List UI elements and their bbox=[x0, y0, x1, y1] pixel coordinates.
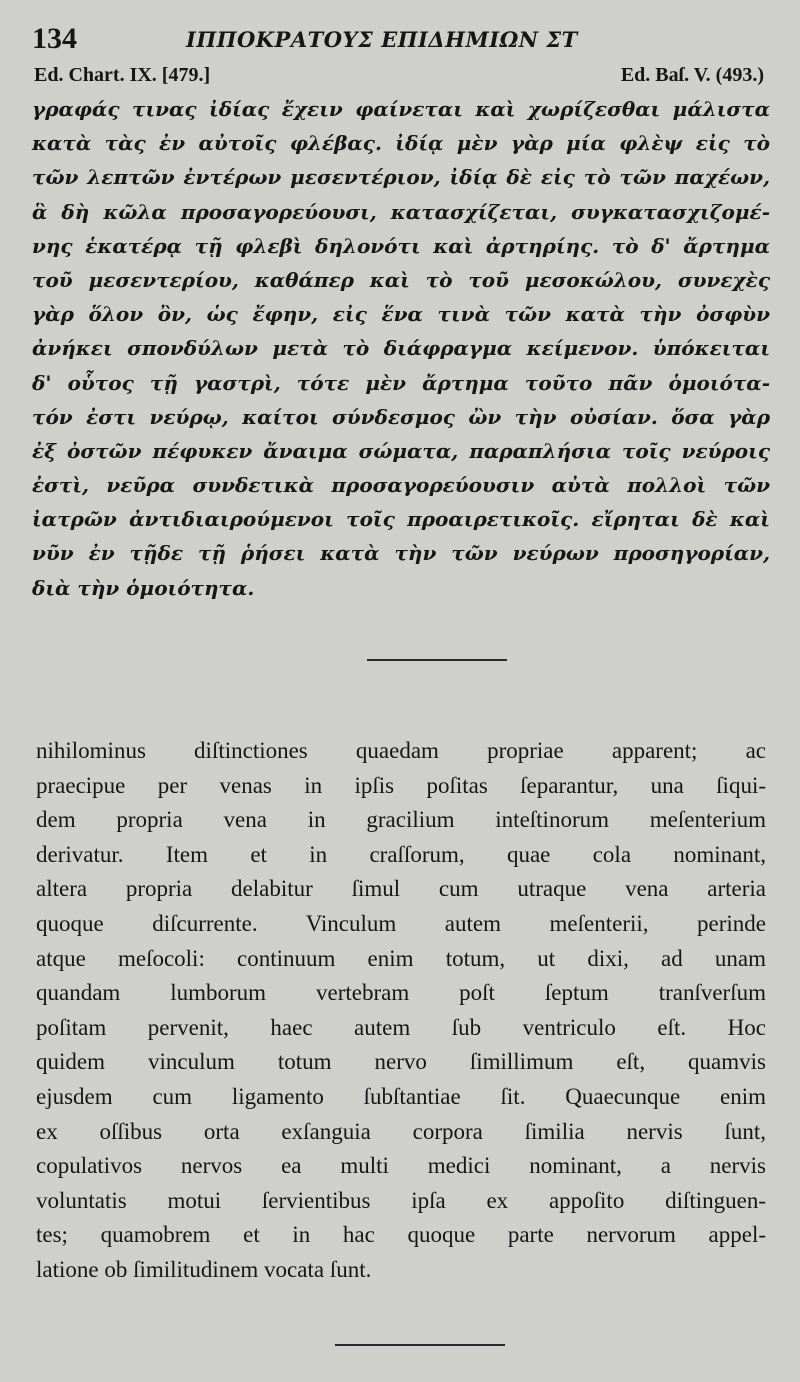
section-divider bbox=[367, 659, 507, 661]
greek-line: διὰ τὴν ὁμοιότητα. bbox=[32, 575, 255, 600]
latin-line: derivatur. Item et in craſſorum, quae cola nominant, bbox=[36, 841, 766, 867]
latin-line: praecipue per venas in ipſis poſitas ſeparantur, una ſiqui- bbox=[36, 772, 766, 798]
greek-line: δ' οὗτος τῇ γαστρὶ, τότε μὲν ἄρτημα τοῦτο πᾶν ὁμοιότα- bbox=[32, 370, 770, 395]
bottom-divider bbox=[335, 1344, 505, 1346]
latin-line: quoque diſcurrente. Vinculum autem meſenterii, perinde bbox=[36, 910, 766, 936]
greek-line: ἀνήκει σπονδύλων μετὰ τὸ διάφραγμα κείμενον. ὑπόκειται bbox=[32, 336, 770, 361]
greek-line: ἐστὶ, νεῦρα συνδετικὰ προσαγορεύουσιν αὐτὰ πολλοὶ τῶν bbox=[32, 473, 770, 498]
page-header bbox=[32, 22, 772, 56]
latin-line: nihilominus diſtinctiones quaedam propriae apparent; ac bbox=[36, 738, 766, 763]
latin-line: tes; quamobrem et in hac quoque parte nervorum appel- bbox=[36, 1222, 766, 1248]
greek-line: ἃ δὴ κῶλα προσαγορεύουσι, κατασχίζεται, συγκατασχιζομέ- bbox=[32, 199, 770, 224]
greek-line: νῦν ἐν τῇδε τῇ ῥήσει κατὰ τὴν τῶν νεύρων προσηγορίαν, bbox=[32, 541, 770, 566]
edition-references bbox=[34, 64, 764, 90]
latin-line: latione ob ſimilitudinem vocata ſunt. bbox=[36, 1256, 372, 1282]
greek-text-block bbox=[32, 92, 770, 605]
greek-line: κατὰ τὰς ἐν αὐτοῖς φλέβας. ἰδίᾳ μὲν γὰρ μία φλὲψ εἰς τὸ bbox=[32, 131, 770, 156]
latin-line: altera propria delabitur ſimul cum utraque vena arteria bbox=[36, 876, 766, 902]
latin-line: quandam lumborum vertebram poſt ſeptum tranſverſum bbox=[36, 980, 766, 1006]
greek-line: τόν ἐστι νεύρῳ, καίτοι σύνδεσμος ὢν τὴν οὐσίαν. ὅσα γὰρ bbox=[32, 404, 770, 429]
edition-basel-reference: Ed. Baſ. V. (493.) bbox=[620, 64, 764, 86]
page-number: 134 bbox=[32, 22, 77, 55]
latin-text-block bbox=[36, 734, 766, 1288]
greek-line: ἐξ ὀστῶν πέφυκεν ἄναιμα σώματα, παραπλήσια τοῖς νεύροις bbox=[32, 438, 770, 463]
running-title: ΙΠΠΟΚΡΑΤΟΥΣ ΕΠΙΔΗΜΙΩΝ ΣΤ bbox=[186, 27, 578, 52]
latin-line: voluntatis motui ſervientibus ipſa ex appoſito diſtinguen- bbox=[36, 1187, 766, 1213]
latin-line: ejusdem cum ligamento ſubſtantiae ſit. Quaecunque enim bbox=[36, 1083, 766, 1109]
latin-line: quidem vinculum totum nervo ſimillimum eſt, quamvis bbox=[36, 1049, 766, 1075]
latin-line: dem propria vena in gracilium inteſtinorum meſenterium bbox=[36, 807, 766, 833]
greek-line: γραφάς τινας ἰδίας ἔχειν φαίνεται καὶ χωρίζεσθαι μάλιστα bbox=[32, 97, 770, 121]
greek-line: τοῦ μεσεντερίου, καθάπερ καὶ τὸ τοῦ μεσοκώλου, συνεχὲς bbox=[32, 267, 770, 292]
edition-chart-reference: Ed. Chart. IX. [479.] bbox=[34, 64, 211, 86]
latin-line: poſitam pervenit, haec autem ſub ventriculo eſt. Hoc bbox=[36, 1014, 766, 1040]
greek-line: τῶν λεπτῶν ἐντέρων μεσεντέριον, ἰδίᾳ δὲ εἰς τὸ τῶν παχέων, bbox=[32, 165, 770, 190]
latin-line: atque meſocoli: continuum enim totum, ut dixi, ad unam bbox=[36, 945, 766, 971]
latin-line: copulativos nervos ea multi medici nominant, a nervis bbox=[36, 1153, 766, 1179]
greek-line: νης ἑκατέρᾳ τῇ φλεβὶ δηλονότι καὶ ἀρτηρίης. τὸ δ' ἄρτημα bbox=[32, 233, 770, 258]
greek-line: γὰρ ὅλον ὂν, ὡς ἔφην, εἰς ἕνα τινὰ τῶν κατὰ τὴν ὀσφὺν bbox=[32, 302, 770, 327]
latin-line: ex oſſibus orta exſanguia corpora ſimilia nervis ſunt, bbox=[36, 1118, 766, 1144]
greek-line: ἰατρῶν ἀντιδιαιρούμενοι τοῖς προαιρετικοῖς. εἴρηται δὲ καὶ bbox=[32, 507, 770, 532]
